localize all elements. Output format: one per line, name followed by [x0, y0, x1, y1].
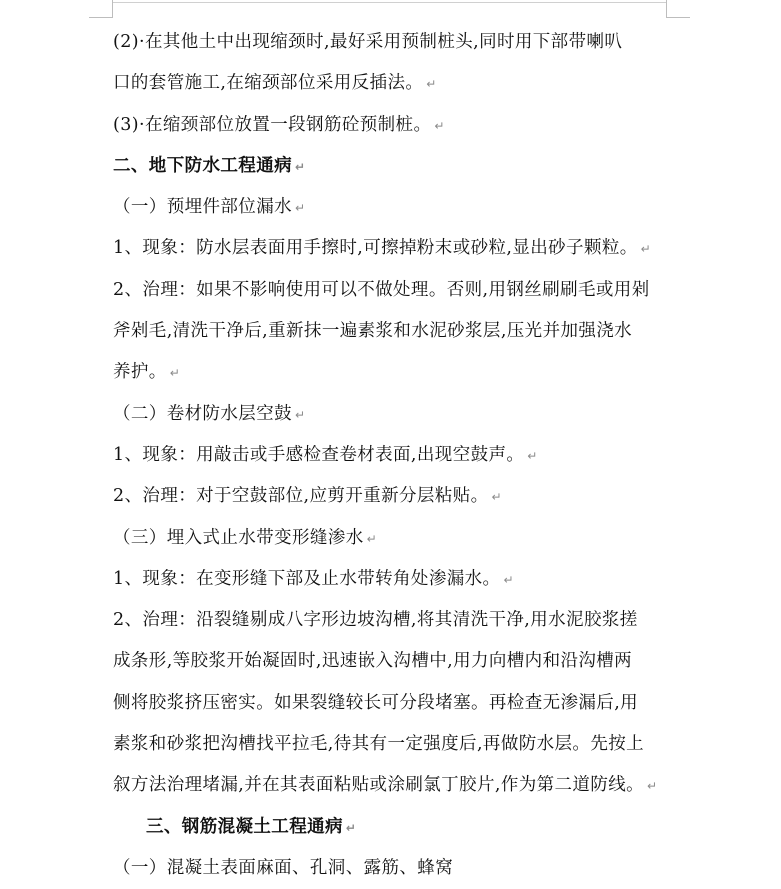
- line-text: 成条形,等胶浆开始凝固时,迅速嵌入沟槽中,用力向槽内和沿沟槽两: [113, 651, 633, 672]
- text-line: [113, 518, 673, 559]
- text-line: [113, 435, 673, 476]
- line-text: 叙方法治理堵漏,并在其表面粘贴或涂刷氯丁胶片,作为第二道防线。: [113, 775, 645, 796]
- line-text: 1、现象：防水层表面用手擦时,可擦掉粉末或砂粒,显出砂子颗粒。: [113, 238, 638, 259]
- paragraph-mark-icon: ↵: [426, 77, 437, 92]
- section-heading: [113, 146, 673, 187]
- paragraph-mark-icon: ↵: [345, 820, 357, 835]
- line-text: (2)·在其他土中出现缩颈时,最好采用预制桩头,同时用下部带喇叭: [113, 32, 623, 52]
- text-line: [113, 724, 673, 765]
- line-text: 口的套管施工,在缩颈部位采用反插法。: [113, 73, 424, 94]
- line-text: (3)·在缩颈部位放置一段钢筋砼预制桩。: [113, 114, 432, 135]
- paragraph-mark-icon: ↵: [366, 531, 378, 546]
- line-text: 斧剁毛,清洗干净后,重新抹一遍素浆和水泥砂浆层,压光并加强浇水: [113, 321, 633, 342]
- line-text: 1、现象：用敲击或手感检查卷材表面,出现空鼓声。: [113, 444, 525, 465]
- line-text: （一）预埋件部位漏水: [113, 197, 292, 218]
- line-text: 素浆和砂浆把沟槽找平拉毛,待其有一定强度后,再做防水层。先按上: [113, 734, 645, 755]
- paragraph-mark-icon: ↵: [647, 779, 658, 794]
- text-line: [113, 765, 673, 806]
- line-text: 2、治理：沿裂缝剔成八字形边坡沟槽,将其清洗干净,用水泥胶浆搓: [113, 610, 638, 631]
- text-line: [113, 187, 673, 228]
- text-line: [113, 352, 673, 393]
- margin-corner-mark-left-vertical: [112, 0, 113, 18]
- line-text: （一）混凝土表面麻面、孔洞、露筋、蜂窝: [113, 857, 454, 878]
- paragraph-mark-icon: ↵: [295, 407, 306, 422]
- line-text: （三）埋入式止水带变形缝渗水: [113, 527, 364, 548]
- text-line: [113, 22, 673, 63]
- text-line: [113, 848, 673, 889]
- paragraph-mark-icon: ↵: [503, 572, 514, 587]
- text-line: [113, 311, 673, 352]
- line-text: 2、治理：如果不影响使用可以不做处理。否则,用钢丝刷刷毛或用剁: [113, 279, 650, 300]
- page-top-edge: [113, 2, 666, 3]
- paragraph-mark-icon: ↵: [295, 159, 306, 174]
- line-text: 二、地下防水工程通病: [113, 155, 292, 176]
- margin-corner-mark-right: [666, 17, 690, 18]
- line-text: 侧将胶浆挤压密实。如果裂缝较长可分段堵塞。再检查无渗漏后,用: [113, 692, 639, 713]
- line-text: 2、治理：对于空鼓部位,应剪开重新分层粘贴。: [113, 486, 489, 507]
- paragraph-mark-icon: ↵: [491, 490, 502, 505]
- text-line: [113, 394, 673, 435]
- line-text: （二）卷材防水层空鼓: [113, 403, 292, 424]
- text-line: [113, 105, 673, 146]
- section-heading: [113, 807, 673, 848]
- margin-corner-mark-left: [89, 17, 113, 18]
- text-line: [113, 270, 673, 311]
- paragraph-mark-icon: ↵: [640, 242, 652, 257]
- line-text: 三、钢筋混凝土工程通病: [146, 816, 343, 837]
- text-line: [113, 641, 673, 682]
- margin-corner-mark-right-vertical: [666, 0, 667, 18]
- paragraph-mark-icon: ↵: [434, 118, 445, 133]
- paragraph-mark-icon: ↵: [295, 201, 306, 216]
- line-text: 1、现象：在变形缝下部及止水带转角处渗漏水。: [113, 568, 501, 589]
- document-body[interactable]: [113, 22, 673, 889]
- text-line: [113, 559, 673, 600]
- text-line: [113, 683, 673, 724]
- paragraph-mark-icon: ↵: [527, 448, 538, 463]
- paragraph-mark-icon: ↵: [169, 366, 181, 381]
- text-line: [113, 228, 673, 269]
- text-line: [113, 476, 673, 517]
- text-line: [113, 63, 673, 104]
- line-text: 养护。: [113, 362, 167, 383]
- text-line: [113, 600, 673, 641]
